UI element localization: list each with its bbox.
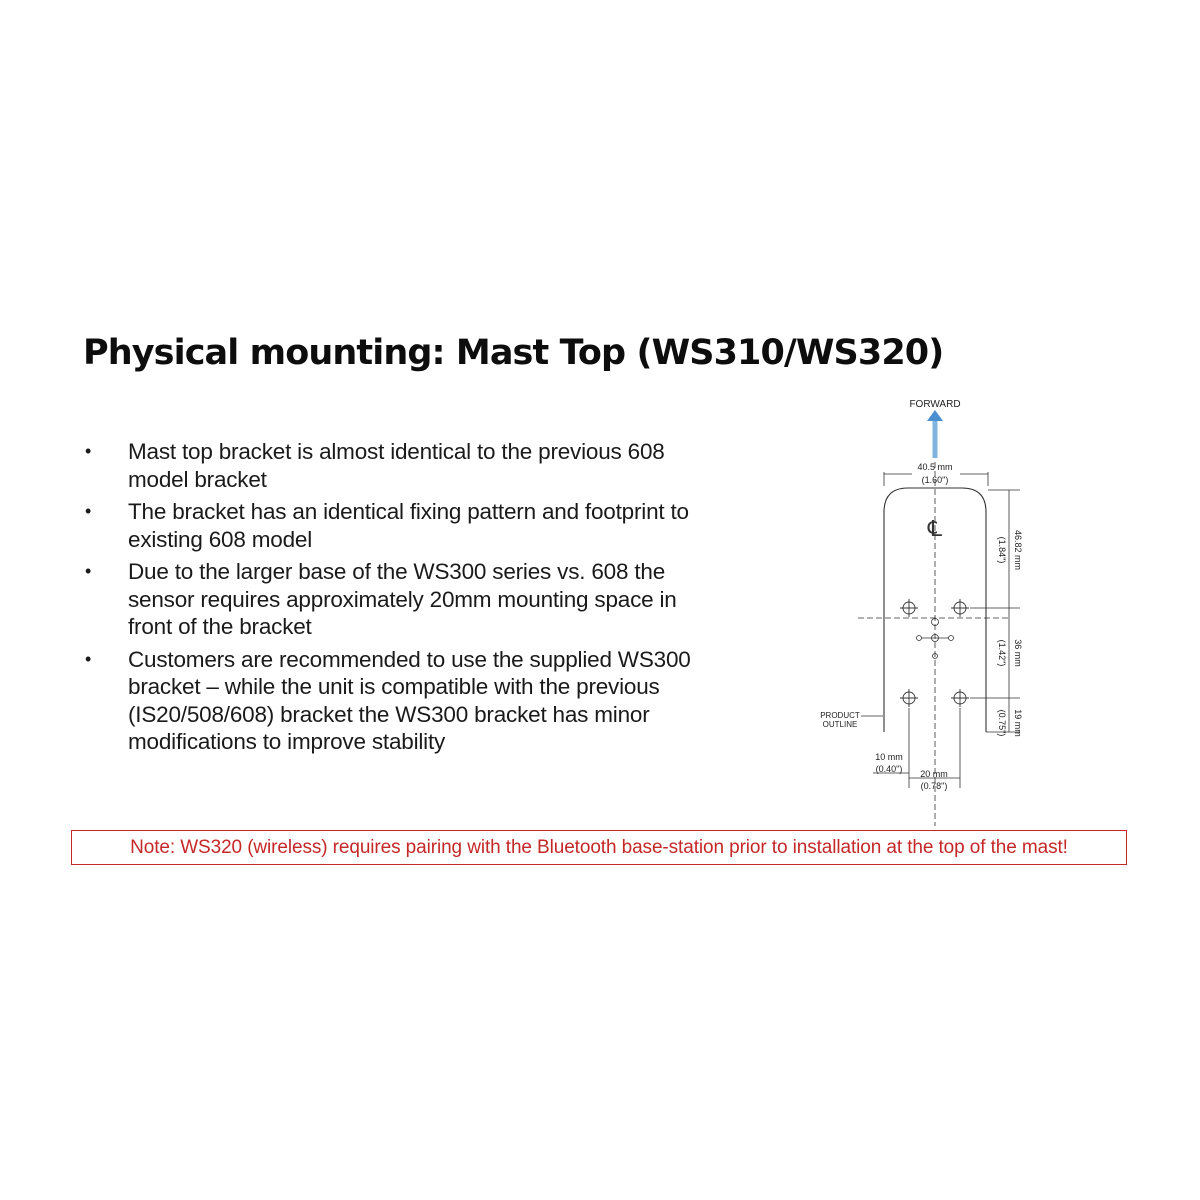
bullet-text: Customers are recommended to use the supplied WS300 bracket – while the unit is compatible with the previous (IS20/508/608) bracket the WS300 bracket has minor modifications to improve stability xyxy=(128,646,691,754)
dim-left-in-label: (0.40") xyxy=(875,764,903,774)
bullet-text: Mast top bracket is almost identical to the previous 608 model bracket xyxy=(128,439,665,492)
forward-arrow-icon xyxy=(927,410,943,458)
bullet-icon: • xyxy=(84,441,92,461)
note-box xyxy=(71,830,1127,865)
dim-mid-in-label: (1.42") xyxy=(997,639,1007,667)
list-item xyxy=(80,558,720,641)
bullet-icon: • xyxy=(84,501,92,521)
slide-title: Physical mounting: Mast Top (WS310/WS320) xyxy=(83,333,944,373)
width-in-label: (1.60") xyxy=(921,475,949,485)
lower-holes xyxy=(900,689,969,707)
bullet-text: Due to the larger base of the WS300 series vs. 608 the sensor requires approximately 20mm mounting space in front of the bracket xyxy=(128,559,677,639)
dim-bot-mm-label: 19 mm xyxy=(1013,709,1023,737)
dim-hole-in-label: (0.78") xyxy=(920,781,948,791)
dim-top-mm-label: 46.82 mm xyxy=(1013,529,1023,571)
note-text: Note: WS320 (wireless) requires pairing with the Bluetooth base-station prior to installation at the top of the mast! xyxy=(130,836,1068,858)
product-outline-label-1: PRODUCT xyxy=(820,711,860,720)
forward-label: FORWARD xyxy=(909,399,961,410)
list-item xyxy=(80,498,720,553)
dim-left-mm-label: 10 mm xyxy=(875,752,903,762)
upper-holes xyxy=(900,599,969,617)
centerline-symbol-icon: ℄ xyxy=(927,516,943,541)
bullet-list xyxy=(80,438,720,761)
bullet-text: The bracket has an identical fixing pattern and footprint to existing 608 model xyxy=(128,499,689,552)
dim-mid-mm-label: 36 mm xyxy=(1013,639,1023,667)
bracket-diagram xyxy=(810,390,1050,830)
list-item xyxy=(80,646,720,756)
right-dimensions xyxy=(970,490,1020,732)
dim-bot-in-label: (0.75") xyxy=(997,709,1007,737)
width-mm-label: 40.5 mm xyxy=(917,462,953,472)
bullet-icon: • xyxy=(84,561,92,581)
bracket-drawing xyxy=(810,390,1050,830)
product-outline-label-2: OUTLINE xyxy=(822,720,858,729)
dim-hole-mm-label: 20 mm xyxy=(920,769,948,779)
bullet-icon: • xyxy=(84,648,92,669)
dim-top-in-label: (1.84") xyxy=(997,536,1007,564)
list-item xyxy=(80,438,720,493)
